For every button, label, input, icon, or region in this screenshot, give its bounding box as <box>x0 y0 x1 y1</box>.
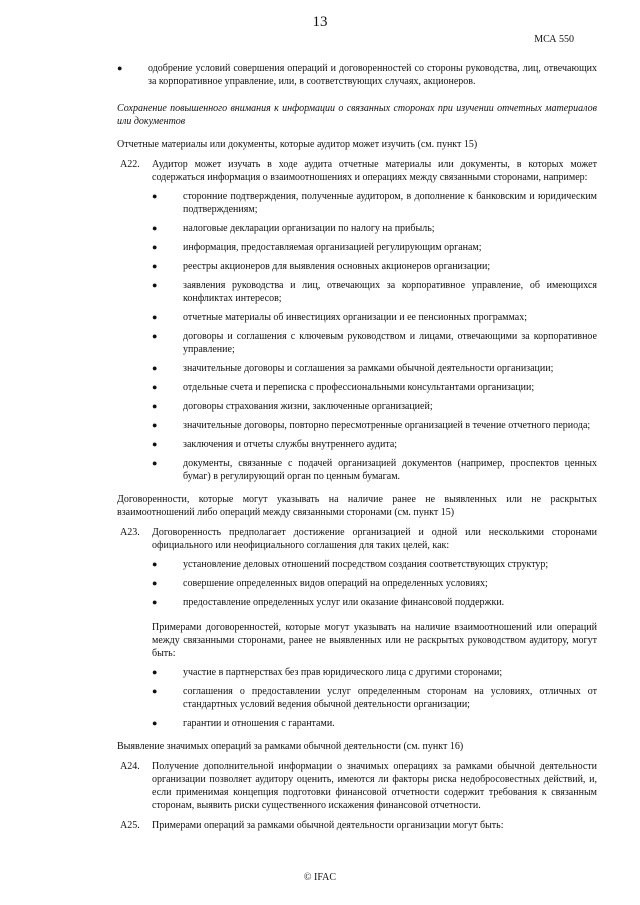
list-item-text: информация, предоставляемая организацией регулирующим органам; <box>183 242 482 253</box>
paragraph-text: Аудитор может изучать в ходе аудита отчетные материалы или документы, в которых может содержаться информация о взаимоотношениях и операциях между связанными сторонами, например: <box>152 159 597 183</box>
section-subheading: Выявление значимых операций за рамками обычной деятельности (см. пункт 16) <box>117 741 464 752</box>
bullet-icon: ● <box>152 559 158 569</box>
list-item <box>152 330 597 356</box>
list-item <box>152 222 597 235</box>
list-item <box>152 400 597 413</box>
page-number: 13 <box>312 14 328 30</box>
bullet-icon: ● <box>152 223 158 233</box>
bullet-icon: ● <box>152 401 158 411</box>
bullet-icon: ● <box>152 382 158 392</box>
paragraph-a25 <box>117 819 597 832</box>
list-item-text: отдельные счета и переписка с профессиональными консультантами организации; <box>183 382 535 393</box>
paragraph-text: Примерами операций за рамками обычной деятельности организации могут быть: <box>152 820 504 831</box>
paragraph-a23 <box>117 526 597 730</box>
bullet-icon: ● <box>152 312 158 322</box>
list-item <box>152 381 597 394</box>
list-item <box>152 260 597 273</box>
list-item <box>152 666 597 679</box>
document-body <box>117 56 597 832</box>
paragraph-a24 <box>117 760 597 812</box>
list-item-text: совершение определенных видов операций на определенных условиях; <box>183 578 488 589</box>
bullet-icon: ● <box>152 331 158 341</box>
bullet-icon: ● <box>152 686 158 696</box>
list-item <box>152 190 597 216</box>
list-item-text: договоры и соглашения с ключевым руководством и лицами, отвечающими за корпоративное управление; <box>183 331 597 355</box>
bullet-icon: ● <box>152 439 158 449</box>
list-item-text: соглашения о предоставлении услуг определенным сторонам на условиях, отличных от стандартных условий ведения обычной деятельности организации; <box>183 686 597 710</box>
document-code: МСА 550 <box>534 34 574 45</box>
list-item-text: документы, связанные с подачей организацией документов (например, проспектов ценных бумаг) в регулирующий орган по ценным бумагам. <box>183 458 597 482</box>
list-item <box>152 438 597 451</box>
list-item-text: реестры акционеров для выявления основных акционеров организации; <box>183 261 491 272</box>
copyright-footer: © IFAC <box>303 872 337 883</box>
list-item <box>152 596 597 609</box>
list-item <box>152 457 597 483</box>
list-item-text: значительные договоры и соглашения за рамками обычной деятельности организации; <box>183 363 554 374</box>
list-item <box>152 419 597 432</box>
list-item-text: договоры страхования жизни, заключенные организацией; <box>183 401 433 412</box>
bullet-icon: ● <box>152 420 158 430</box>
list-item <box>152 558 597 571</box>
bullet-list <box>152 190 597 483</box>
bullet-icon: ● <box>152 718 158 728</box>
bullet-icon: ● <box>152 597 158 607</box>
list-item-text: отчетные материалы об инвестициях организации и ее пенсионных программах; <box>183 312 527 323</box>
bullet-icon: ● <box>117 63 123 73</box>
bullet-list <box>152 666 597 730</box>
list-item-text: сторонние подтверждения, полученные аудитором, в дополнение к банковским и юридическим подтверждениям; <box>183 191 597 215</box>
paragraph-text: Договоренность предполагает достижение организацией и одной или несколькими сторонами официального или неофициального соглашения для таких целей, как: <box>152 527 597 551</box>
list-item-text: значительные договоры, повторно пересмотренные организацией в течение отчетного периода; <box>183 420 591 431</box>
list-item <box>152 241 597 254</box>
bullet-icon: ● <box>152 261 158 271</box>
bullet-icon: ● <box>152 191 158 201</box>
list-item-text: установление деловых отношений посредством создания соответствующих структур; <box>183 559 549 570</box>
list-item-text: предоставление определенных услуг или оказание финансовой поддержки. <box>183 597 505 608</box>
list-item <box>117 62 597 88</box>
paragraph-number: А25. <box>120 820 140 831</box>
list-item-text: одобрение условий совершения операций и договоренностей со стороны руководства, лиц, отвечающих за корпоративное управление, или, в соответствующих случаях, акционеров. <box>148 63 597 87</box>
list-item-text: участие в партнерствах без прав юридического лица с другими сторонами; <box>183 667 503 678</box>
paragraph-number: А24. <box>120 761 140 772</box>
bullet-icon: ● <box>152 363 158 373</box>
bullet-icon: ● <box>152 458 158 468</box>
list-item-text: гарантии и отношения с гарантами. <box>183 718 335 729</box>
list-item-text: заключения и отчеты службы внутреннего аудита; <box>183 439 398 450</box>
list-item <box>152 685 597 711</box>
list-item-text: заявления руководства и лиц, отвечающих за корпоративное управление, об имеющихся конфликтах интересов; <box>183 280 597 304</box>
paragraph-number: А23. <box>120 527 140 538</box>
list-item <box>152 717 597 730</box>
section-subheading: Отчетные материалы или документы, которые аудитор может изучить (см. пункт 15) <box>117 139 478 150</box>
list-item-text: налоговые декларации организации по налогу на прибыль; <box>183 223 435 234</box>
list-item <box>152 311 597 324</box>
list-item <box>152 577 597 590</box>
bullet-icon: ● <box>152 667 158 677</box>
list-item <box>152 362 597 375</box>
bullet-icon: ● <box>152 280 158 290</box>
bullet-list <box>152 558 597 609</box>
paragraph-text: Получение дополнительной информации о значимых операциях за рамками обычной деятельности организации позволяет аудитору оценить, имеются ли факторы риска недобросовестных действий, и, если применимая концепция подготовки финансовой отчетности содержит требования к связанным сторонам, выявить риски существенного искажения финансовой отчетности. <box>152 761 597 811</box>
paragraph-a22 <box>117 158 597 483</box>
paragraph-number: А22. <box>120 159 140 170</box>
bullet-icon: ● <box>152 242 158 252</box>
list-item <box>152 279 597 305</box>
section-subheading: Договоренности, которые могут указывать на наличие ранее не выявленных или не раскрытых взаимоотношений либо операций между связанными сторонами (см. пункт 15) <box>117 494 597 518</box>
paragraph-text: Примерами договоренностей, которые могут указывать на наличие взаимоотношений или операций между связанными сторонами, ранее не выявленных или не раскрытых руководством аудитору, могут быть: <box>152 622 597 659</box>
bullet-icon: ● <box>152 578 158 588</box>
section-heading-italic: Сохранение повышенного внимания к информации о связанных сторонах при изучении отчетных материалов или документов <box>117 103 597 127</box>
